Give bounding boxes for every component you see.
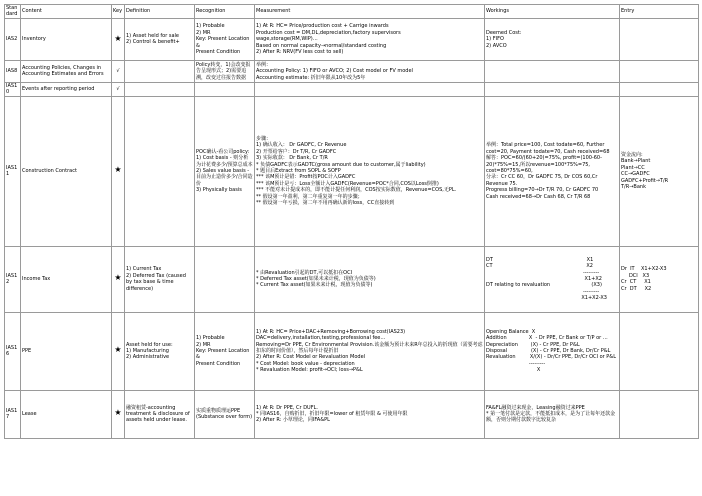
cell-workings[interactable] [485,390,620,438]
cell-line: Production cost = DM,DL,depreciation,factory supervisors [256,29,401,36]
cell-key[interactable] [112,312,125,390]
cell-text: Construction Contract [22,167,77,174]
header-cell-entry[interactable]: Entry [620,5,699,19]
cell-line: 资金流向: [621,151,643,158]
cell-line: 2) Control & benefit+ [126,39,180,46]
cell-text: IAS2 [6,36,18,43]
cell-line: Based on normal capacity→normal/standard costing [256,42,387,49]
cell-line: Disposal (X) - Cr PPE, Dr Bank, Dr/Cr P&L [486,347,611,354]
cell-text: Accounting Policies, Changes in Accounting Estimates and Errors [22,64,104,78]
cell-line: *** 不能对未计提成本的，即不能计提任何利润，COS按实际数值，Revenue=COS,无PL. [256,187,457,194]
header-cell-recognition[interactable]: Recognition [195,5,255,19]
cell-text: Events after reporting period [22,86,95,93]
cell-line: 2) MR [196,29,211,36]
cell-line: Accounting estimate: 折旧年限从10年改为5年 [256,74,366,81]
cell-line: 2) AVCO [486,42,507,49]
cell-line: 步骤： [256,135,272,142]
cell-line: --------- [486,269,600,276]
cell-line: 1) 确认收入： Dr GADFC, Cr Revenue [256,142,347,149]
cell-line: Key: Present Location & [196,347,252,361]
cell-line: 分录：Cr CC 60，Dr GADFC 75, Dr COS 60,Cr Revenue 75. [486,174,599,187]
cell-definition[interactable] [125,18,195,60]
table-row [5,246,699,312]
key-marker: ★ [114,33,122,43]
cell-line: CT X2 [486,263,593,270]
cell-line: 2) After R: 小草理论，同IFA&PL [256,417,330,424]
cell-line: Accounting Policy: 1) FIFO or AVCO; 2) Cost model or FV model [256,68,413,75]
cell-text: IAS17 [6,407,18,421]
cell-line: ** 假设第一年盈利，第二年重复第一年的步骤； [256,193,363,200]
cell-text: IAS8 [6,68,18,75]
cell-standard[interactable] [5,246,21,312]
cell-content[interactable] [21,390,112,438]
header-cell-standard[interactable]: Standard [5,5,21,19]
cell-entry[interactable] [620,60,699,82]
cell-line: DT relating to revaluation (X3) [486,282,602,289]
cell-key[interactable] [112,82,125,96]
cell-line: POC确认-看公司policy: [196,148,250,155]
cell-workings[interactable] [485,312,620,390]
cell-workings[interactable] [485,18,620,60]
cell-line: 2) 开票给客户：Dr T/R, Cr GADFC [256,148,337,155]
header-cell-key[interactable]: Key [112,5,125,19]
cell-workings[interactable] [485,246,620,312]
cell-text: Income Tax [22,275,51,282]
cell-line: *** 该M预计是错：Profit按POC计入GADFC [256,174,356,181]
cell-line: 解答：POC=60/(60+20)=75%, profit=(100-60-20)*75%=15,所以revenue=100*75%=75, cost=80*75%=60, [486,155,602,174]
cell-line: Present Condition [196,48,241,55]
cell-entry[interactable] [620,18,699,60]
cell-line: Dr IT X1+X2-X3 [621,266,667,273]
cell-line: 2) After R: Cost Model or Revaluation Model [256,354,366,361]
cell-entry[interactable] [620,82,699,96]
cell-line: DCI X3 [621,272,650,279]
cell-line: T/R→Bank [621,183,646,190]
cell-content[interactable] [21,246,112,312]
cell-line: 2) Administrative [126,354,170,361]
cell-recognition[interactable] [195,18,255,60]
cell-line: FA&FL融资过来现金，Leasing融资过来PPE [486,404,585,411]
cell-line: 1) At R: Dr PPE, Cr DUFL. [256,404,318,411]
standards-table [4,4,699,439]
cell-recognition[interactable] [195,60,255,82]
cell-line: Opening Balance X [486,328,536,335]
cell-recognition[interactable] [195,312,255,390]
key-marker: √ [116,86,120,93]
cell-key[interactable] [112,96,125,246]
cell-measurement[interactable] [255,96,485,246]
cell-line: 1) At R: HC= Price/production cost + Carrige inwards [256,23,389,30]
cell-content[interactable] [21,18,112,60]
cell-definition[interactable] [125,246,195,312]
cell-line: ** 假设第一年亏损，第二年不用再确认新的loss，CC直接转到 [256,199,395,206]
key-marker: √ [116,68,120,75]
cell-entry[interactable] [620,390,699,438]
cell-line: Addition X - Dr PPE, Cr Bank or T/P or … [486,335,608,342]
cell-line: * 负债GADFC表示GADTC(gross amount due to customer,属于liability) [256,161,426,168]
cell-line: Deemed Cost: [486,29,522,36]
cell-line: --------- [486,360,546,367]
cell-entry[interactable] [620,246,699,312]
cell-workings[interactable] [485,96,620,246]
cell-text: Lease [22,410,37,417]
cell-standard[interactable] [5,390,21,438]
cell-line: 1) At R: HC= Price+DAC+Removing+Borrowing cost(IAS23) [256,328,406,335]
cell-workings[interactable] [485,82,620,96]
cell-line: Progress billing=70→Dr T/R 70, Cr GADFC 70 [486,187,599,194]
cell-line: 1) Probable [196,23,225,30]
cell-measurement[interactable] [255,246,485,312]
cell-line: 2) Deferred Tax (caused by tax base & time difference) [126,272,188,292]
cell-entry[interactable] [620,96,699,246]
cell-text: Inventory [22,36,46,43]
header-cell-workings[interactable]: Workings [485,5,620,19]
cell-definition[interactable] [125,312,195,390]
cell-measurement[interactable] [255,390,485,438]
key-marker: ★ [114,165,122,175]
cell-line: --------- [486,288,600,295]
cell-line: Policy转变，1)会改变报告呈现形式；2)需要追溯，改变过往报告数据 [196,61,251,81]
cell-line: 3) 实际收款： Dr Bank, Cr T/R [256,155,328,162]
cell-line: X [486,367,541,374]
cell-text: IAS12 [6,272,18,286]
cell-line: * 第一笔付款是定款，不能抵扣成本，是为了让每年还款金额，否则分期付款数字比较复杂 [486,410,616,424]
cell-key[interactable] [112,246,125,312]
cell-text: PPE [22,347,32,354]
table-row [5,18,699,60]
cell-key[interactable] [112,18,125,60]
cell-text: IAS11 [6,164,18,178]
cell-line: 3) Physically basis [196,187,242,194]
cell-line: wage,storage(RM,WIP)… [256,36,318,43]
cell-line: 2) Sales value basis - 目前为止造价多少/合同造价 [196,167,253,187]
cell-line: Cash received=68→Dr Cash 68, Cr T/R 68 [486,193,591,200]
cell-line: *** 该M预计是亏：Loss全额计入GADFC(Revenue=POC*合同,COS以Loss倒推) [256,180,439,187]
cell-text: IAS10 [6,82,18,96]
cell-recognition[interactable] [195,96,255,246]
table-row [5,82,699,96]
cell-recognition[interactable] [195,82,255,96]
cell-line: 举例：Total price=100, Cost todate=60, Further cost=20, Payment todate=70, Cash received=68 [486,142,610,155]
cell-line: 1) Current Tax [126,266,162,273]
cell-recognition[interactable] [195,390,255,438]
cell-content[interactable] [21,60,112,82]
header-cell-content[interactable]: Content [21,5,112,19]
cell-line: Revaluation X/(X) - Dr/Cr PPE, Dr/Cr OCI or P&L [486,354,616,361]
cell-line: * 同IAS16，自购折旧，折旧年限=lower of 租赁年限 & 可使用年限 [256,410,408,417]
cell-line: Depreciation (X) - Cr PPE, Dr P&L [486,341,580,348]
key-marker: ★ [114,408,122,418]
cell-definition[interactable] [125,82,195,96]
cell-line: * Revaluation Model: profit→OCI; loss→P&L [256,367,363,374]
cell-workings[interactable] [485,60,620,82]
cell-line: Plant→CC [621,164,645,171]
cell-line: Removing=Dr PPE, Cr Environmental Provision.该金额为预计未来R年总投入的折现值（需要考虑扣东的时间价值），然后每年计提折旧 [256,341,483,354]
cell-line: Cr CT X1 [621,279,651,286]
cell-line: * Current Tax asset(如果未来计税，现值为负债等) [256,282,373,289]
cell-entry[interactable] [620,312,699,390]
header-cell-definition[interactable]: Definition [125,5,195,19]
cell-line: 融资租赁-accounting treatment & disclosure of assets held under lease. [126,404,192,424]
table-row [5,96,699,246]
cell-measurement[interactable] [255,60,485,82]
cell-line: * Cost Model: book value - depreciation [256,360,355,367]
cell-measurement[interactable] [255,82,485,96]
cell-line: Key: Present Location & [196,36,252,49]
cell-line: 1) Cost basis - 则分析为计花费多少/预算总成本 [196,155,253,168]
cell-line: X1+X2 [486,275,602,282]
cell-line: Present Condition [196,360,241,367]
key-marker: ★ [114,345,122,355]
cell-definition[interactable] [125,96,195,246]
cell-content[interactable] [21,312,112,390]
cell-recognition[interactable] [195,246,255,312]
cell-line: X1+X2-X3 [486,295,607,302]
cell-line: * Deferred Tax asset(如果未来计税，现值为负债等) [256,275,376,282]
header-cell-measurement[interactable]: Measurement [255,5,485,19]
cell-standard[interactable] [5,60,21,82]
cell-standard[interactable] [5,82,21,96]
table-row [5,312,699,390]
cell-line: 1) Asset held for sale [126,32,179,39]
cell-measurement[interactable] [255,312,485,390]
cell-line: 1) Manufacturing [126,347,169,354]
cell-measurement[interactable] [255,18,485,60]
table-row [5,60,699,82]
cell-standard[interactable] [5,312,21,390]
header-row [5,5,699,19]
cell-line: Bank→Plant [621,158,651,165]
cell-key[interactable] [112,60,125,82]
cell-line: * 由Revaluation引起的DT,可以抵扣在OCI [256,269,353,276]
cell-line: 2) MR [196,341,211,348]
cell-definition[interactable] [125,390,195,438]
cell-key[interactable] [112,390,125,438]
cell-line: Cr DT X2 [621,285,652,292]
cell-content[interactable] [21,82,112,96]
key-marker: ★ [114,273,122,283]
table-row [5,390,699,438]
cell-line: Asset held for use: [126,341,173,348]
cell-line: DT X1 [486,256,594,263]
cell-line: 举例： [256,61,272,68]
cell-content[interactable] [21,96,112,246]
cell-line: 实质重物质理运PPE (Substance over form) [196,407,253,421]
cell-line: GADFC+Profit→T/R [621,177,669,184]
cell-line: 1) Probable [196,335,225,342]
cell-line: CC→GADFC [621,171,650,178]
cell-definition[interactable] [125,60,195,82]
cell-line: 2) After R: NRV(FV less cost to sell) [256,48,344,55]
cell-line: DAC=delivery,installation,testing,professional fee… [256,335,386,342]
cell-line: 1) FIFO [486,36,504,43]
cell-standard[interactable] [5,18,21,60]
cell-standard[interactable] [5,96,21,246]
cell-line: * 题目后Extract from SOPL & SOFP [256,167,341,174]
cell-text: IAS16 [6,344,18,358]
